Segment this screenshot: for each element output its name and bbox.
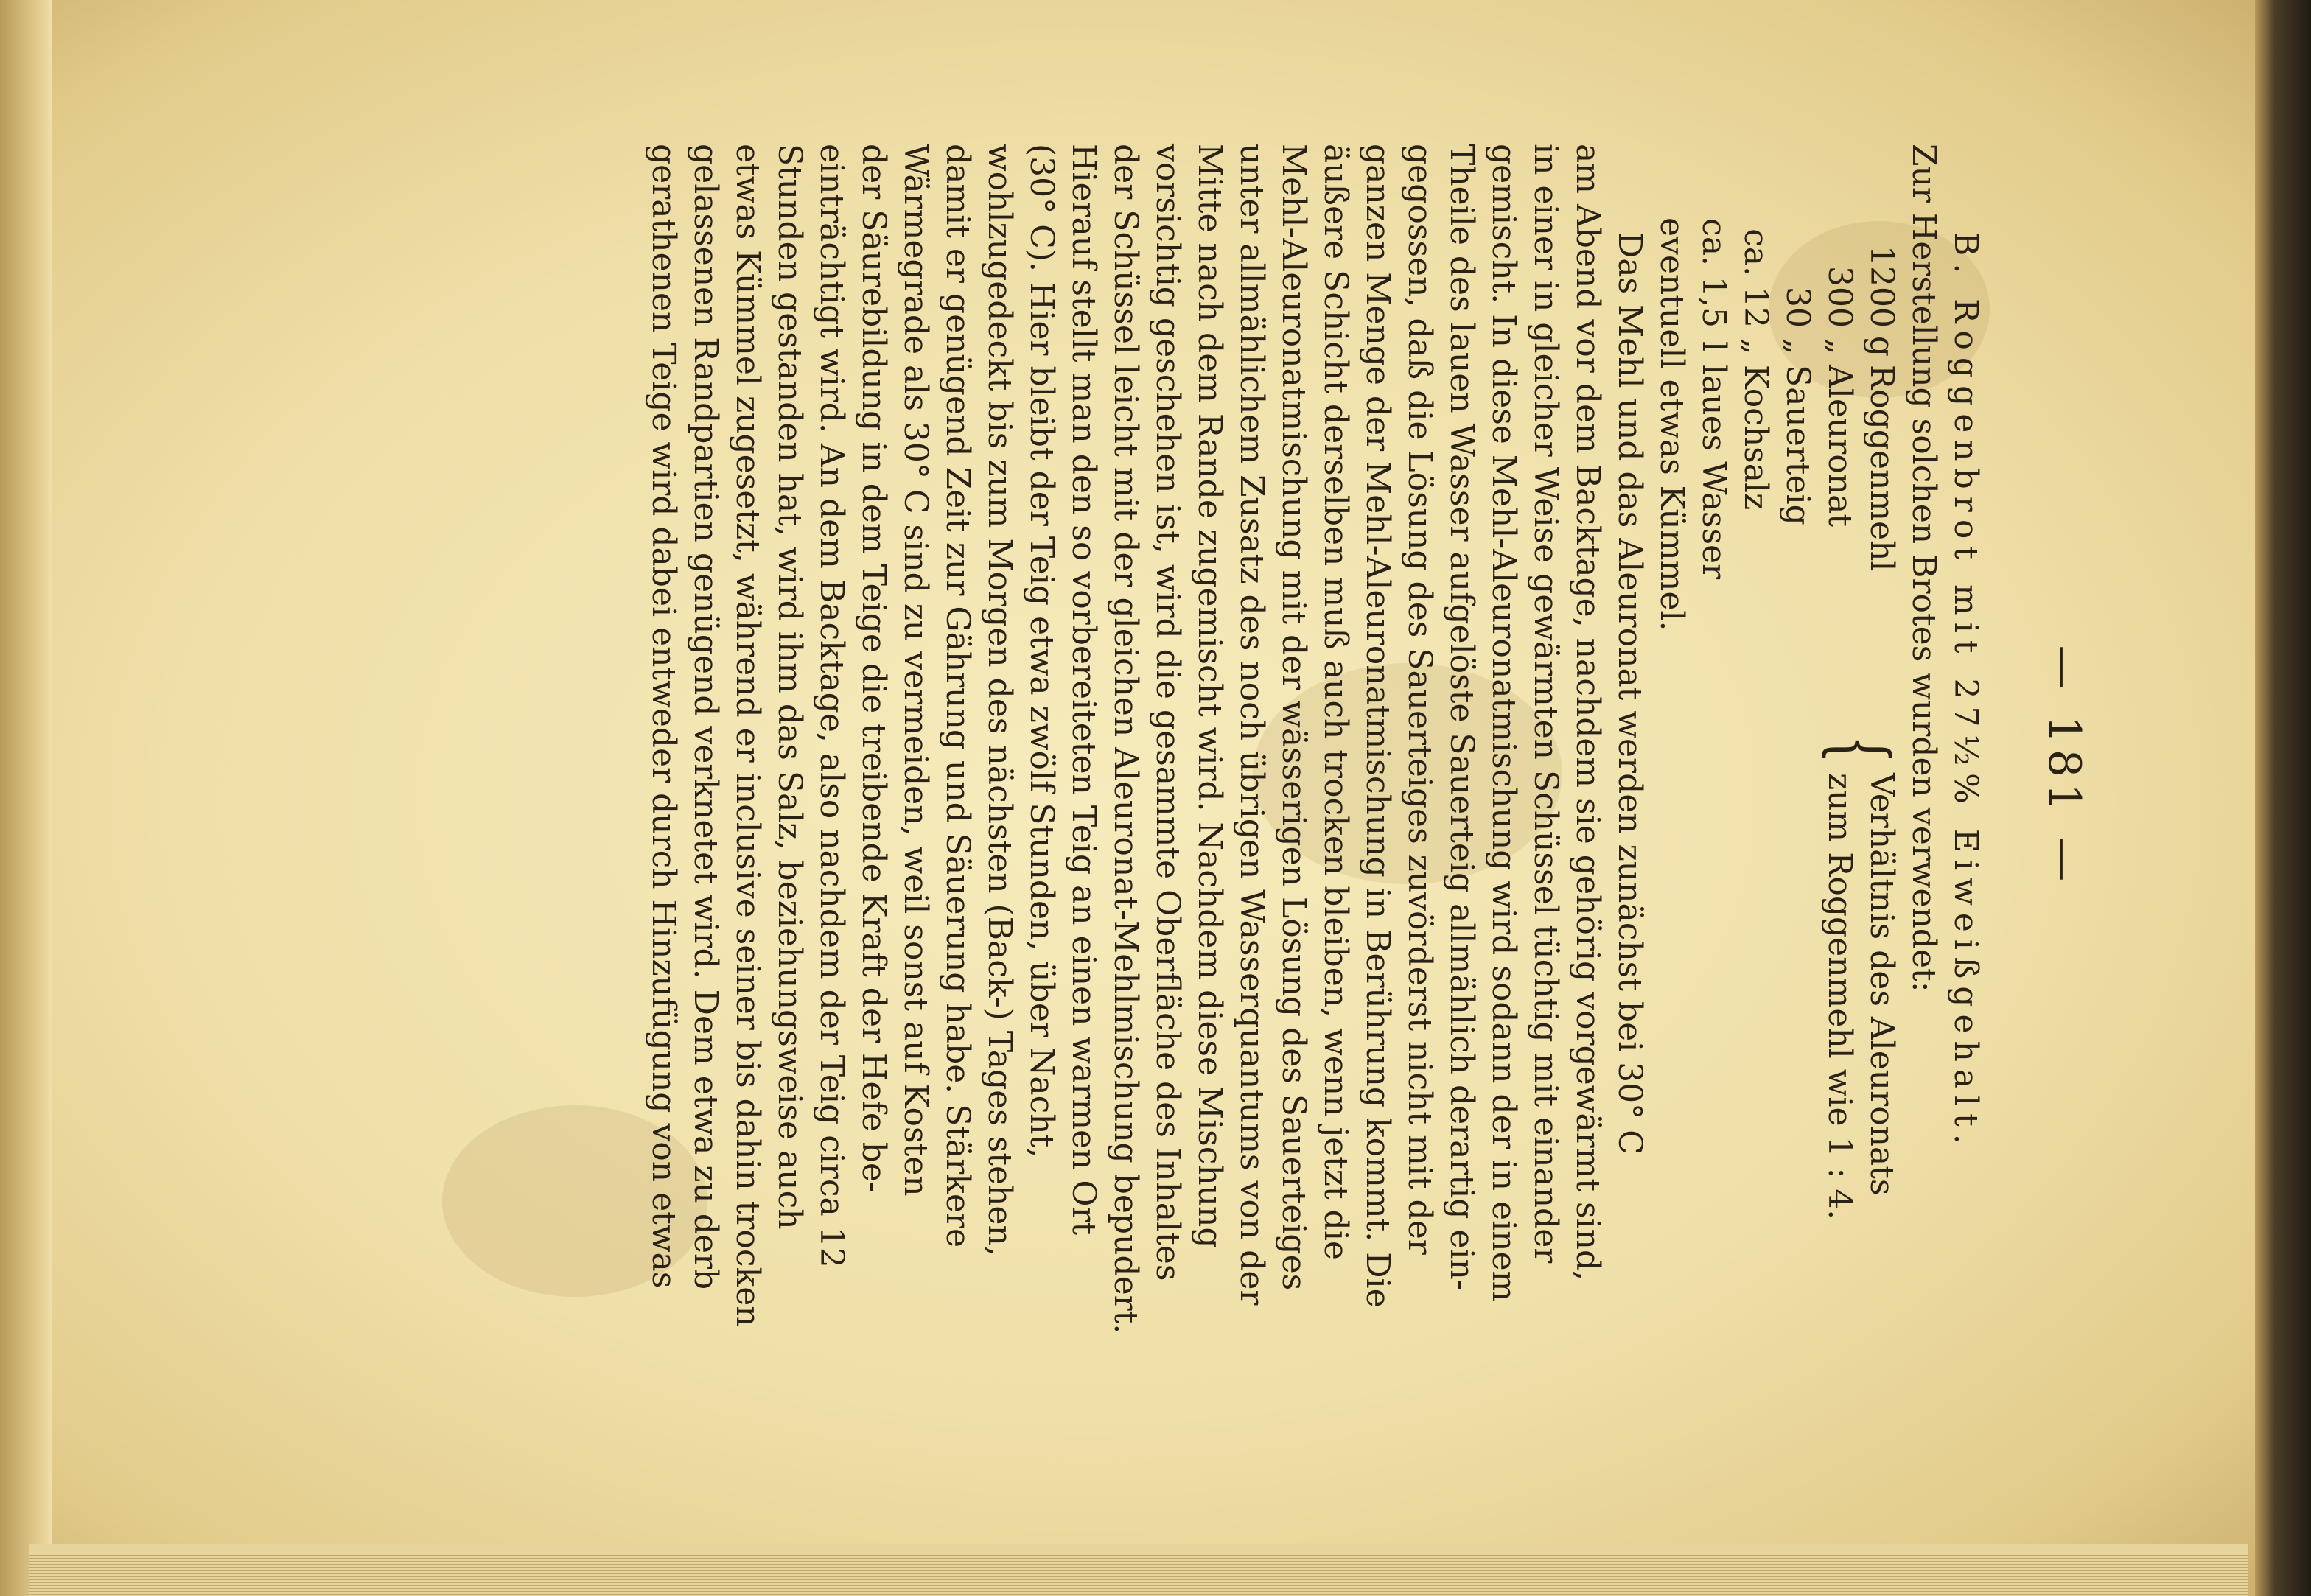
body-line: damit er genügend Zeit zur Gährung und Säuerung habe. Stärkere (939, 144, 976, 1248)
body-line: etwas Kümmel zugesetzt, während er inclusive seiner bis dahin trocken (729, 144, 766, 1327)
body-line: vorsichtig geschehen ist, wird die gesammte Oberfläche des Inhaltes (1149, 144, 1186, 1281)
body-line: Hierauf stellt man den so vorbereiteten Teig an einen warmen Ort (1065, 144, 1102, 1236)
body-line: der Säurebildung in dem Teige die treibende Kraft der Hefe be- (855, 144, 892, 1193)
ingredient-name: Aleuronat (1821, 365, 1859, 527)
ingredient-row (1861, 217, 1903, 733)
page-number: — 181 — (2038, 645, 2090, 888)
ingredient-row (1735, 217, 1777, 1389)
ratio-note-line: zum Roggenmehl wie 1 : 4. (1821, 773, 1859, 1220)
body-line: einträchtigt wird. An dem Backtage, also nachdem der Teig circa 12 (813, 144, 850, 1268)
optional-ingredient (1651, 217, 1693, 1389)
body-line: in einer in gleicher Weise gewärmten Schüssel tüchtig mit einander (1527, 144, 1564, 1264)
body-line: Stunden gestanden hat, wird ihm das Salz, beziehungsweise auch (771, 144, 808, 1230)
section-heading: B. Roggenbrot mit 27½% Eiweißgehalt. (1947, 232, 1985, 1152)
ingredient-name: Kochsalz (1737, 365, 1775, 511)
body-line: ganzen Menge der Mehl-Aleuronatmischung in Berührung kommt. Die (1359, 144, 1396, 1308)
ratio-note-line: Verhältnis des Aleuronats (1863, 773, 1901, 1196)
body-line: Das Mehl und das Aleuronat werden zunächst bei 30° C (1611, 232, 1649, 1155)
body-line: gerathenen Teige wird dabei entweder durch Hinzufügung von etwas (645, 144, 682, 1289)
body-line: (30° C). Hier bleibt der Teig etwa zwölf Stunden, über Nacht, (1023, 144, 1060, 1158)
body-line: Theile des lauen Wasser aufgelöste Sauerteig allmählich derartig ein- (1443, 144, 1480, 1291)
ingredient-row (1693, 217, 1735, 1389)
ingredient-unit: g (1863, 335, 1901, 357)
ingredient-qty: 30 (1779, 287, 1817, 328)
body-line: wohlzugedeckt bis zum Morgen des nächsten (Back-) Tages stehen, (981, 144, 1018, 1256)
ingredient-row (1777, 217, 1819, 1389)
ingredient-name: laues Wasser (1695, 365, 1733, 580)
body-line: gemischt. In diese Mehl-Aleuronatmischung wird sodann der in einem (1485, 144, 1522, 1302)
ingredient-name: Roggenmehl (1863, 365, 1901, 572)
body-line: Mehl-Aleuronatmischung mit der wässerigen Lösung des Sauerteiges (1275, 144, 1312, 1291)
body-line: gegossen, daß die Lösung des Sauerteiges zuvörderst nicht mit der (1401, 144, 1438, 1255)
ingredient-unit: „ (1821, 337, 1859, 355)
intro-line: Zur Herstellung solchen Brotes wurden verwendet: (1905, 144, 1943, 993)
body-line: äußere Schicht derselben muß auch trocken bleiben, wenn jetzt die (1317, 144, 1354, 1260)
page-content (643, 144, 1987, 1389)
ingredient-brace-group (1816, 217, 1906, 1389)
ingredient-qty: ca. 12 (1737, 228, 1775, 328)
ingredient-name: Sauerteig (1779, 365, 1817, 525)
body-line: am Abend vor dem Backtage, nachdem sie gehörig vorgewärmt sind, (1569, 144, 1606, 1281)
body-line: unter allmählichem Zusatz des noch übrigen Wasserquantums von der (1233, 144, 1270, 1306)
ingredient-unit: „ (1737, 337, 1775, 355)
ingredient-unit: „ (1779, 337, 1817, 355)
ingredient-qty: 300 (1821, 266, 1859, 328)
body-line: Wärmegrade als 30° C sind zu vermeiden, weil sonst auf Kosten (897, 144, 934, 1197)
ratio-note (1819, 766, 1903, 1219)
body-line: der Schüssel leicht mit der gleichen Aleuronat-Mehlmischung bepudert. (1107, 144, 1144, 1334)
curly-brace-icon: { (1816, 735, 1906, 764)
ingredient-qty: 1200 (1863, 245, 1901, 328)
optional-ingredient-text: eventuell etwas Kümmel. (1653, 217, 1691, 631)
ingredient-list (1651, 144, 1906, 1389)
ingredient-unit: l (1695, 340, 1733, 352)
body-line: Mitte nach dem Rande zugemischt wird. Nachdem diese Mischung (1191, 144, 1228, 1248)
ingredient-qty: ca. 1,5 (1695, 218, 1733, 328)
body-line: gelassenen Randpartien genügend verknetet wird. Dem etwa zu derb (687, 144, 724, 1290)
ingredient-row (1819, 217, 1861, 733)
